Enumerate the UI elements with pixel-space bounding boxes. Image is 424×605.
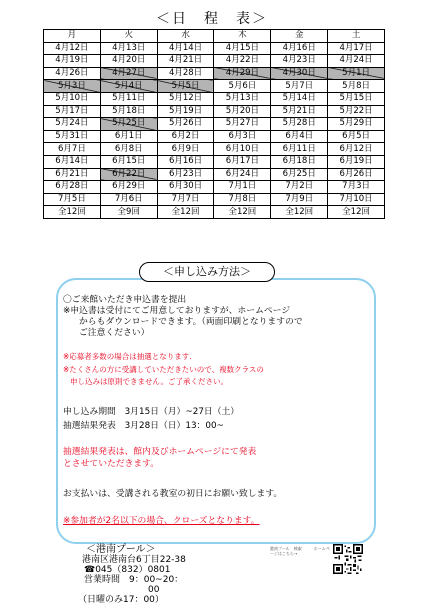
schedule-row [44,67,385,80]
date-cell: 4月19日 [44,55,101,68]
weekday-header: 月 [44,30,101,43]
announce-line1: 抽選結果発表は、館内及びホームページにて発表 [63,447,257,457]
schedule-row [44,92,385,105]
cancelled-date-cell: 4月30日 [271,67,328,80]
date-cell: 6月7日 [44,143,101,156]
opening-hours: 営業時間 9：00~20： [84,575,184,585]
note-multiple-1: ※たくさんの方に受講していただきたいので、複数クラスの [63,365,264,374]
date-cell: 6月15日 [100,155,157,168]
cancelled-date-cell: 5月3日 [44,80,101,93]
cancelled-date-cell: 4月29日 [214,67,271,80]
application-title: ＜申し込み方法＞ [139,262,275,282]
date-cell: 7月7日 [157,193,214,206]
date-cell: 6月14日 [44,155,101,168]
qr-code-icon[interactable] [333,544,363,574]
howto-line3: からもダウンロードできます。（両面印刷となりますので [79,317,303,327]
schedule-total-row [44,206,385,219]
date-cell: 5月21日 [271,105,328,118]
schedule-row [44,105,385,118]
date-cell: 6月10日 [214,143,271,156]
date-cell: 7月2日 [271,181,328,194]
schedule-row [44,155,385,168]
date-cell: 5月18日 [100,105,157,118]
date-cell: 5月12日 [157,92,214,105]
facility-info [70,545,270,605]
date-cell: 6月12日 [328,143,385,156]
total-sessions-cell: 全12回 [271,206,328,219]
application-period: 申し込み期間 3月15日（月）~27日（土） [63,407,240,417]
date-cell: 6月24日 [214,168,271,181]
date-cell: 7月9日 [271,193,328,206]
date-cell: 6月16日 [157,155,214,168]
schedule-row [44,130,385,143]
date-cell: 6月3日 [214,130,271,143]
date-cell: 4月13日 [100,42,157,55]
date-cell: 6月8日 [100,143,157,156]
date-cell: 6月19日 [328,155,385,168]
note-lottery: ※応募者多数の場合は抽選となります. [63,352,192,361]
website-qr [270,544,364,594]
date-cell: 5月14日 [271,92,328,105]
howto-line4: ご注意ください） [79,328,150,338]
date-cell: 5月28日 [271,118,328,131]
date-cell: 4月26日 [44,67,101,80]
total-sessions-cell: 全9回 [100,206,157,219]
weekday-header: 木 [214,30,271,43]
date-cell: 5月22日 [328,105,385,118]
date-cell: 4月17日 [328,42,385,55]
note-multiple-2: 申し込みは原則できません。ご了承ください。 [70,377,228,386]
date-cell: 6月11日 [271,143,328,156]
date-cell: 6月5日 [328,130,385,143]
facility-phone: ☎045（832）0801 [84,565,171,575]
schedule-row [44,181,385,194]
schedule-table [43,29,385,219]
date-cell: 6月18日 [271,155,328,168]
schedule-header-row [44,30,385,43]
cancelled-date-cell: 5月5日 [157,80,214,93]
weekday-header: 火 [100,30,157,43]
total-sessions-cell: 全12回 [328,206,385,219]
date-cell: 7月8日 [214,193,271,206]
schedule-row [44,42,385,55]
date-cell: 4月15日 [214,42,271,55]
opening-hours-cont: 00 [148,585,160,595]
schedule-title: ＜日 程 表＞ [156,11,268,27]
schedule-row [44,80,385,93]
schedule-row [44,193,385,206]
cancelled-date-cell: 4月27日 [100,67,157,80]
date-cell: 6月23日 [157,168,214,181]
cancelled-date-cell: 6月22日 [100,168,157,181]
date-cell: 5月20日 [214,105,271,118]
date-cell: 7月3日 [328,181,385,194]
date-cell: 5月31日 [44,130,101,143]
weekday-header: 土 [328,30,385,43]
total-sessions-cell: 全12回 [157,206,214,219]
date-cell: 5月11日 [100,92,157,105]
sunday-hours: （日曜のみ17：00） [78,595,164,605]
date-cell: 5月8日 [328,80,385,93]
weekday-header: 金 [271,30,328,43]
howto-line1: 〇ご来館いただき申込書を提出 [63,295,187,305]
schedule-row [44,168,385,181]
date-cell: 6月17日 [214,155,271,168]
date-cell: 6月1日 [100,130,157,143]
payment-note: お支払いは、受講される教室の初日にお願い致します。 [63,489,283,499]
howto-line2: ※申込書は受付にてご用意しておりますが、ホームページ [63,306,291,316]
date-cell: 4月12日 [44,42,101,55]
schedule-row [44,118,385,131]
date-cell: 7月6日 [100,193,157,206]
announce-line2: とさせていただきます。 [63,459,160,469]
date-cell: 4月16日 [271,42,328,55]
date-cell: 6月21日 [44,168,101,181]
schedule-row [44,55,385,68]
date-cell: 5月7日 [271,80,328,93]
date-cell: 7月1日 [214,181,271,194]
total-sessions-cell: 全12回 [44,206,101,219]
date-cell: 6月4日 [271,130,328,143]
cancelled-date-cell: 5月4日 [100,80,157,93]
date-cell: 6月25日 [271,168,328,181]
date-cell: 6月2日 [157,130,214,143]
date-cell: 5月26日 [157,118,214,131]
date-cell: 4月22日 [214,55,271,68]
date-cell: 5月17日 [44,105,101,118]
date-cell: 4月23日 [271,55,328,68]
cancelled-date-cell: 5月1日 [328,67,385,80]
date-cell: 5月24日 [44,118,101,131]
date-cell: 5月10日 [44,92,101,105]
date-cell: 5月13日 [214,92,271,105]
date-cell: 6月30日 [157,181,214,194]
schedule-body [44,42,385,218]
date-cell: 4月24日 [328,55,385,68]
date-cell: 4月20日 [100,55,157,68]
facility-name: ＜港南プール＞ [86,544,156,555]
date-cell: 5月6日 [214,80,271,93]
date-cell: 4月21日 [157,55,214,68]
qr-label: 港南プール 検索 ホームページはこちら→ [270,546,330,556]
date-cell: 6月29日 [100,181,157,194]
date-cell: 6月26日 [328,168,385,181]
result-announcement: 抽選結果発表 3月28日（日）13：00~ [63,421,224,431]
date-cell: 5月15日 [328,92,385,105]
date-cell: 5月19日 [157,105,214,118]
date-cell: 7月5日 [44,193,101,206]
schedule-row [44,143,385,156]
weekday-header: 水 [157,30,214,43]
date-cell: 4月28日 [157,67,214,80]
cancelled-date-cell: 5月25日 [100,118,157,131]
total-sessions-cell: 全12回 [214,206,271,219]
minimum-participants-note: ※参加者が2名以下の場合、クローズとなります。 [63,516,260,526]
date-cell: 5月27日 [214,118,271,131]
date-cell: 4月14日 [157,42,214,55]
date-cell: 6月9日 [157,143,214,156]
date-cell: 7月10日 [328,193,385,206]
facility-address: 港南区港南台6丁目22-38 [82,555,186,565]
date-cell: 5月29日 [328,118,385,131]
date-cell: 6月28日 [44,181,101,194]
